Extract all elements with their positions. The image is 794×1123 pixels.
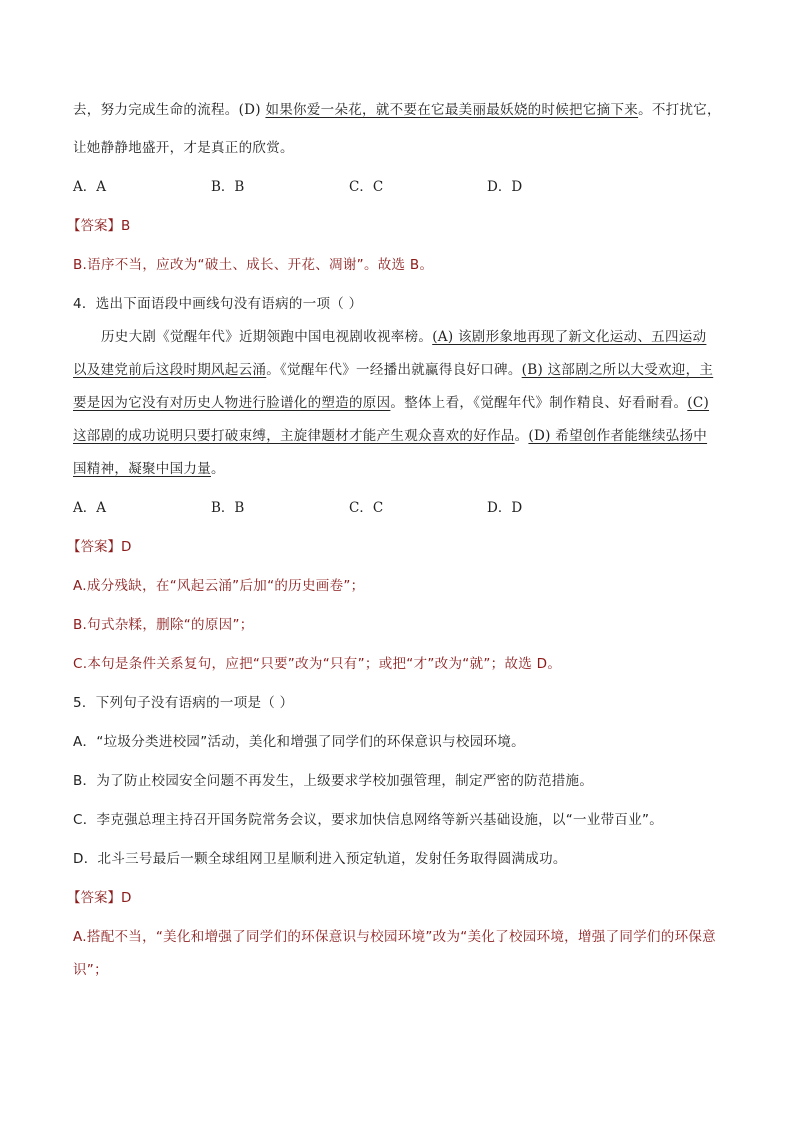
q4-explanation-c: C.本句是条件关系复句，应把“只要”改为“只有”；或把“才”改为“就”；故选 D。 (73, 656, 562, 672)
q4-underlined-a: 以及建党前后这段时期风起云涌 (73, 362, 267, 378)
q4-passage-line (73, 453, 723, 486)
q3-answer (67, 216, 723, 236)
answer-label: 【答案】 (67, 218, 121, 234)
option-c: C．C (349, 500, 384, 516)
option-d: D．D (487, 179, 523, 195)
option-d: D．D (487, 500, 523, 516)
q4-options (73, 498, 723, 518)
q3-passage-line-1 (73, 100, 723, 120)
q4-underlined-a: (A) 该剧形象地再现了新文化运动、五四运动 (432, 329, 707, 345)
q3-passage-text: 。不打扰它， (638, 102, 721, 118)
q5-option-b: B．为了防止校园安全问题不再发生，上级要求学校加强管理，制定严密的防范措施。 (73, 773, 594, 789)
q4-text: 。《觉醒年代》一经播出就赢得良好口碑。 (266, 362, 522, 378)
answer-label: 【答案】 (67, 539, 121, 555)
q4-stem: 4．选出下面语段中画线句没有语病的一项（ ） (73, 296, 363, 312)
q5-option-c: C．李克强总理主持召开国务院常务会议，要求加快信息网络等新兴基础设施，以“一业带百业”。 (73, 812, 664, 828)
option-b: B．B (211, 179, 245, 195)
q5-option-d: D．北斗三号最后一颗全球组网卫星顺利进入预定轨道，发射任务取得圆满成功。 (73, 851, 567, 867)
option-a: A．A (73, 500, 106, 516)
q3-passage-line-2: 让她静静地盛开，才是真正的欣赏。 (73, 140, 294, 156)
q4-underlined-d: 国精神，凝聚中国力量 (73, 461, 211, 477)
q3-options (73, 177, 723, 197)
q4-passage (73, 321, 723, 486)
q5-explanation-line-2: 识”； (73, 962, 108, 978)
answer-label: 【答案】 (67, 890, 121, 906)
q4-underlined-b: (B) 这部剧之所以大受欢迎，主 (521, 362, 714, 378)
q3-underlined-sentence-d: 如果你爱一朵花，就不要在它最美丽最妖娆的时候把它摘下来 (265, 102, 639, 118)
q4-underlined-d: (D) 希望创作者能继续弘扬中 (528, 428, 708, 444)
q4-passage-line (73, 354, 723, 387)
answer-value: D (121, 539, 132, 555)
q3-passage-text: 去，努力完成生命的流程。(D) (73, 102, 266, 118)
q5-explanation-line-1: A.搭配不当，“美化和增强了同学们的环保意识与校园环境”改为“美化了校园环境，增强了同学们的环保意 (73, 929, 716, 945)
q4-text: 。 (514, 428, 529, 444)
q4-explanation-a: A.成分残缺，在“风起云涌”后加“的历史画卷”； (73, 578, 365, 594)
q4-text: 。 (211, 461, 225, 477)
q5-option-a: A．“垃圾分类进校园”活动，美化和增强了同学们的环保意识与校园环境。 (73, 734, 525, 750)
q4-underlined-c: (C) (687, 395, 710, 411)
answer-value: B (121, 218, 131, 234)
document-page (67, 100, 723, 980)
q4-text: 历史大剧《觉醒年代》近期领跑中国电视剧收视率榜。 (101, 329, 433, 345)
q4-passage-line (73, 387, 723, 420)
q4-explanation-b: B.句式杂糅，删除“的原因”； (73, 617, 254, 633)
option-c: C．C (349, 179, 384, 195)
option-a: A．A (73, 179, 106, 195)
q5-answer (67, 888, 723, 908)
q4-passage-line (73, 420, 723, 453)
q4-underlined-b: 要是因为它没有对历史人物进行脸谱化的塑造的原因 (73, 395, 391, 411)
q4-underlined-c: 这部剧的成功说明只要打破束缚，主旋律题材才能产生观众喜欢的好作品 (73, 428, 515, 444)
answer-value: D (121, 890, 132, 906)
option-b: B．B (211, 500, 245, 516)
q4-text: 。整体上看，《觉醒年代》制作精良、好看耐看。 (390, 395, 688, 411)
q5-stem: 5．下列句子没有语病的一项是（ ） (73, 695, 294, 711)
q4-answer (67, 537, 723, 557)
q3-explanation: B.语序不当，应改为“破土、成长、开花、凋谢”。故选 B。 (73, 257, 434, 273)
q4-passage-line (73, 321, 723, 354)
